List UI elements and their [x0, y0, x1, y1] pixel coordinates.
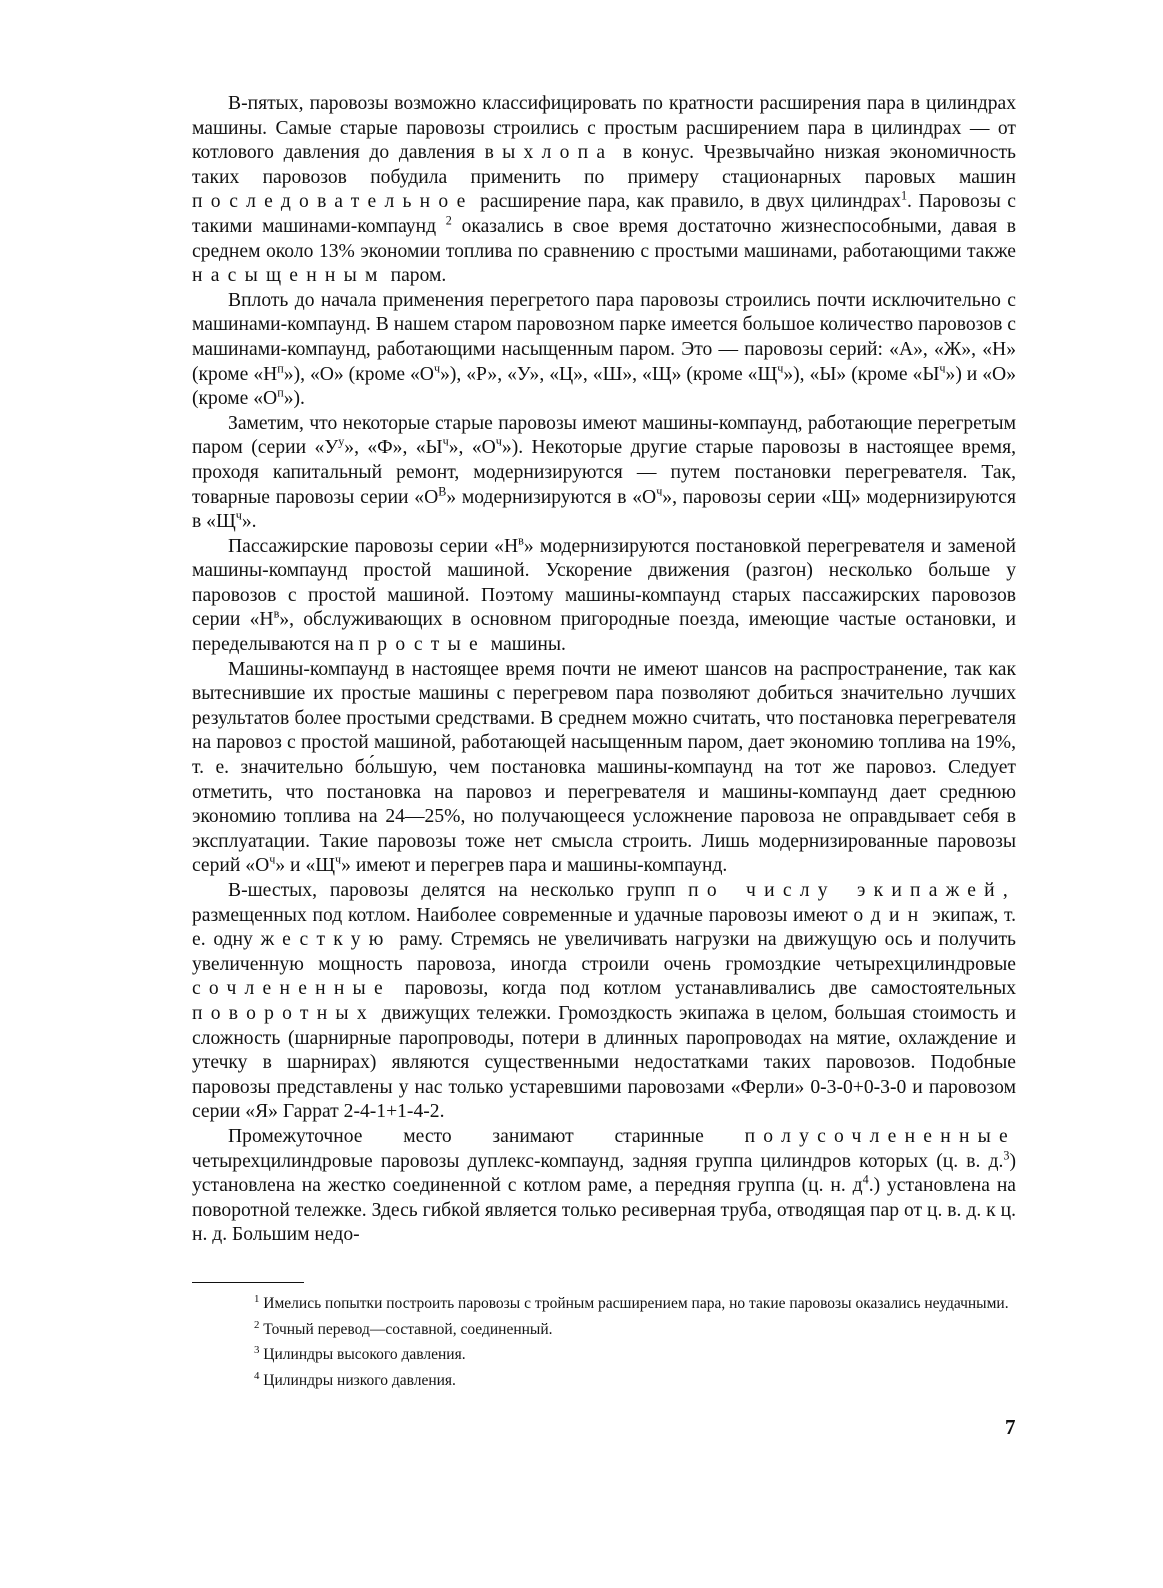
text-run: », «Ф», «Ы	[344, 437, 443, 459]
text-run: ».	[241, 511, 257, 533]
superscript: в	[518, 533, 524, 548]
text-run: в конус. Чрезвычайно низкая экономичность таких паровозов побудила применить по примеру стационарных паровых машин	[192, 142, 1016, 188]
superscript: у	[338, 434, 345, 449]
body-paragraph	[192, 879, 1016, 1125]
superscript: ч	[495, 434, 502, 449]
body-paragraph	[192, 535, 1016, 658]
text-run: » и «Щ	[275, 855, 336, 877]
text-run: паром.	[385, 265, 447, 287]
superscript: ч	[777, 361, 784, 375]
superscript: п	[277, 385, 284, 400]
superscript: 1	[900, 188, 908, 203]
spaced-emphasis: простые	[358, 634, 486, 656]
spaced-emphasis: полусочлененные	[744, 1125, 1016, 1147]
text-run: Пассажирские паровозы серии «Н	[228, 535, 519, 557]
text-run: размещенных под котлом. Наиболее современные и удачные паровозы имеют	[192, 904, 854, 926]
text-run: » модернизируются постановкой перегревателя и заменой машины-компаунд простой машиной. Ускорение движения (разгон) несколько больше у паровозов с простой машиной. Поэтому машины-компаунд старых пассажирских паровозов серии «Н	[192, 535, 1016, 631]
body-paragraph	[192, 412, 1016, 535]
superscript: 3	[1003, 1148, 1010, 1162]
superscript: ч	[335, 852, 342, 867]
text-run: », обслуживающих в основном пригородные поезда, имеющие частые остановки, и переделываются на	[192, 609, 1016, 656]
text-run: машины.	[485, 634, 566, 656]
text-run: »), «Ы» (кроме «Ы	[783, 363, 940, 385]
spaced-emphasis: насыщенным	[192, 265, 386, 287]
footnote-mark: 1	[254, 1292, 260, 1305]
superscript: ч	[656, 483, 663, 498]
text-run: Машины-компаунд в настоящее время почти не имеют шансов на распространение, так как вытеснившие их простые машины с перегревом пара позволяют добиться значительно лучших результатов более простыми средствами. В среднем можно считать, что постановка перегревателя на паровоз с простой машиной, работающей насыщенным паром, дает экономию топлива на 19%, т. е. значительно бо́льшую, чем постановка машины-компаунд на тот же паровоз. Следует отметить, что постановка на паровоз и перегревателя и машины-компаунд дает среднюю экономию топлива на 24—25%, но получающееся усложнение паровоза не оправдывает себя в эксплуатации. Такие паровозы тоже нет смысла строить. Лишь модернизированные паровозы серий «О	[192, 658, 1016, 877]
text-run: » имеют и перегрев пара и машины-компаунд.	[341, 855, 728, 877]
footnote	[192, 1340, 1016, 1366]
footnote	[192, 1289, 1016, 1315]
text-run: Промежуточное место занимают старинные	[228, 1125, 745, 1147]
spaced-emphasis: сочлененные	[192, 978, 391, 1000]
body-paragraph	[192, 289, 1016, 412]
footnote	[192, 1366, 1016, 1392]
text-run: »).	[283, 388, 305, 410]
superscript: ч	[442, 434, 449, 449]
spaced-emphasis: последовательное	[192, 191, 474, 213]
body-paragraph	[192, 658, 1016, 879]
text-run: расширение пара, как правило, в двух цилиндрах	[473, 191, 901, 213]
footnote-divider	[192, 1282, 304, 1283]
superscript: ч	[269, 852, 276, 867]
text-run: .) установлена на поворотной тележке. Здесь гибкой является только ресиверная труба, отводящая пар от ц. в. д. к ц. н. д. Большим недо-	[192, 1175, 1016, 1246]
superscript: ч	[235, 508, 242, 523]
text-run: »), «О» (кроме «О	[283, 363, 434, 385]
text-run: ») и «О» (кроме «О	[192, 363, 1016, 410]
footnote-text: Имелись попытки построить паровозы с тройным расширением пара, но такие паровозы оказались неудачными.	[263, 1295, 1009, 1313]
text-run: », «О	[448, 437, 496, 459]
footnote-text: Цилиндры высокого давления.	[263, 1346, 466, 1364]
text-run: паровозы, когда под котлом устанавливались две самостоятельных	[390, 978, 1016, 1000]
superscript: п	[277, 361, 284, 375]
text-run: движущих тележки. Громоздкость экипажа в целом, большая стоимость и сложность (шарнирные паропроводы, потери в длинных паропроводах на мятие, охлаждение и утечку в шарнирах) являются существенными недостатками таких паровозов. Подобные паровозы представлены у нас только устаревшими паровозами «Ферли» 0-3-0+0-3-0 и паровозом серии «Я» Гаррат 2-4-1+1-4-2.	[192, 1002, 1016, 1123]
text-run: оказались в свое время достаточно жизнеспособными, давая в среднем около 13% экономии топлива по сравнению с простыми машинами, работающими также	[192, 215, 1016, 262]
text-run: Заметим, что некоторые старые паровозы имеют машины-компаунд, работающие перегретым паром (серии «У	[192, 412, 1016, 459]
footnote-mark: 3	[254, 1344, 260, 1357]
text-run: ) установлена на жестко соединенной с котлом раме, а передняя группа (ц. н. д	[192, 1150, 1016, 1197]
superscript: ч	[939, 361, 946, 375]
footnote-mark: 2	[254, 1318, 260, 1331]
book-page	[192, 92, 1016, 1392]
footnote-text: Цилиндры низкого давления.	[263, 1372, 456, 1390]
text-run: »). Некоторые другие старые паровозы в настоящее время, проходя капитальный ремонт, модернизируются — путем постановки перегревателя. Так, товарные паровозы серии «О	[192, 437, 1016, 508]
superscript: ч	[433, 361, 441, 375]
text-run: . Паровозы с такими машинами-компаунд	[192, 191, 1016, 237]
text-run: В-шестых, паровозы делятся на несколько групп	[228, 880, 689, 901]
footnote-text: Точный перевод—составной, соединенный.	[263, 1320, 553, 1338]
body-paragraph	[192, 1125, 1016, 1248]
spaced-emphasis: по числу экипажей,	[688, 880, 1016, 901]
text-run: раму. Стремясь не увеличивать нагрузки на движущую ось и получить увеличенную мощность паровоза, иногда строили очень громоздкие четырехцилиндровые	[192, 929, 1016, 975]
text-run: »), «Р», «У», «Ц», «Ш», «Щ» (кроме «Щ	[440, 363, 778, 385]
superscript: В	[438, 483, 447, 498]
spaced-emphasis: выхлопа	[484, 142, 614, 164]
page-number: 7	[1005, 1415, 1016, 1439]
text-run: экипаж, т. е. одну	[192, 904, 1016, 951]
footnote	[192, 1315, 1016, 1341]
body-paragraph	[192, 92, 1016, 289]
text-run: », паровозы серии «Щ» модернизируются в «Щ	[192, 486, 1016, 533]
main-text	[192, 92, 1016, 1248]
spaced-emphasis: один	[853, 904, 927, 926]
text-run: » модернизируются в «О	[446, 486, 657, 508]
spaced-emphasis: поворотных	[192, 1002, 375, 1024]
footnotes	[192, 1289, 1016, 1392]
spaced-emphasis: жесткую	[260, 929, 392, 951]
text-run: В-пятых, паровозы возможно классифицировать по кратности расширения пара в цилиндрах машины. Самые старые паровозы строились с простым расширением пара в цилиндрах — от котлового давления до давления	[192, 93, 1016, 164]
text-run: четырехцилиндровые паровозы дуплекс-компаунд, задняя группа цилиндров которых (ц. в. д.	[192, 1150, 1004, 1172]
superscript: 2	[445, 213, 452, 228]
superscript: 4	[862, 1172, 869, 1187]
footnote-mark: 4	[254, 1370, 260, 1383]
text-run: Вплоть до начала применения перегретого пара паровозы строились почти исключительно с машинами-компаунд. В нашем старом паровозном парке имеется большое количество паровозов с машинами-компаунд, работающими насыщенным паром. Это — паровозы серий: «А», «Ж», «Н» (кроме «Н	[192, 289, 1016, 385]
superscript: в	[273, 606, 280, 621]
